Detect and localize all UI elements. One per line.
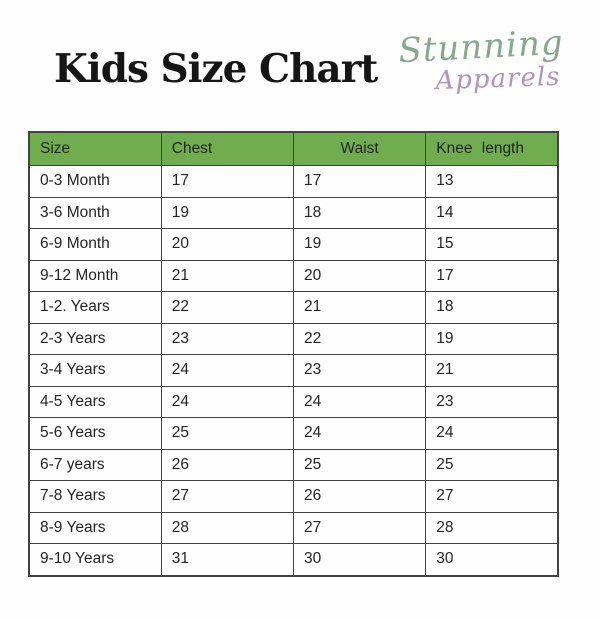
page-title: Kids Size Chart bbox=[54, 46, 378, 92]
measurement-cell: 21 bbox=[426, 355, 558, 387]
measurement-cell: 27 bbox=[426, 481, 558, 513]
measurement-cell: 24 bbox=[294, 386, 426, 418]
measurement-cell: 25 bbox=[294, 449, 426, 481]
table-header bbox=[29, 132, 558, 166]
measurement-cell: 19 bbox=[294, 229, 426, 261]
measurement-cell: 15 bbox=[426, 229, 558, 261]
column-header-chest: Chest bbox=[161, 132, 293, 166]
measurement-cell: 13 bbox=[426, 166, 558, 198]
measurement-cell: 14 bbox=[426, 197, 558, 229]
header-row bbox=[29, 132, 558, 166]
brand-logo-subname: Apparels bbox=[434, 61, 562, 97]
measurement-cell: 21 bbox=[294, 292, 426, 324]
column-header-knee-length: Knee length bbox=[426, 132, 558, 166]
size-chart-table bbox=[28, 131, 559, 577]
measurement-cell: 22 bbox=[294, 323, 426, 355]
measurement-cell: 24 bbox=[294, 418, 426, 450]
measurement-cell: 20 bbox=[161, 229, 293, 261]
measurement-cell: 22 bbox=[161, 292, 293, 324]
size-label-cell: 0-3 Month bbox=[29, 166, 161, 198]
table-row bbox=[29, 355, 558, 387]
size-label-cell: 7-8 Years bbox=[29, 481, 161, 513]
table-row bbox=[29, 229, 558, 261]
measurement-cell: 28 bbox=[161, 512, 293, 544]
table-row bbox=[29, 260, 558, 292]
measurement-cell: 31 bbox=[161, 544, 293, 576]
measurement-cell: 19 bbox=[426, 323, 558, 355]
measurement-cell: 24 bbox=[161, 355, 293, 387]
table-row bbox=[29, 544, 558, 576]
size-label-cell: 5-6 Years bbox=[29, 418, 161, 450]
table-row bbox=[29, 323, 558, 355]
measurement-cell: 23 bbox=[294, 355, 426, 387]
measurement-cell: 25 bbox=[426, 449, 558, 481]
measurement-cell: 17 bbox=[161, 166, 293, 198]
measurement-cell: 23 bbox=[161, 323, 293, 355]
measurement-cell: 27 bbox=[161, 481, 293, 513]
measurement-cell: 18 bbox=[294, 197, 426, 229]
table-row bbox=[29, 292, 558, 324]
measurement-cell: 19 bbox=[161, 197, 293, 229]
size-label-cell: 3-4 Years bbox=[29, 355, 161, 387]
table-body bbox=[29, 166, 558, 576]
table-row bbox=[29, 166, 558, 198]
measurement-cell: 20 bbox=[294, 260, 426, 292]
table-row bbox=[29, 481, 558, 513]
table-row bbox=[29, 418, 558, 450]
size-label-cell: 2-3 Years bbox=[29, 323, 161, 355]
measurement-cell: 26 bbox=[294, 481, 426, 513]
measurement-cell: 17 bbox=[294, 166, 426, 198]
measurement-cell: 24 bbox=[426, 418, 558, 450]
size-label-cell: 6-7 years bbox=[29, 449, 161, 481]
size-label-cell: 6-9 Month bbox=[29, 229, 161, 261]
size-label-cell: 9-10 Years bbox=[29, 544, 161, 576]
measurement-cell: 23 bbox=[426, 386, 558, 418]
measurement-cell: 18 bbox=[426, 292, 558, 324]
table-row bbox=[29, 386, 558, 418]
table-row bbox=[29, 449, 558, 481]
size-label-cell: 3-6 Month bbox=[29, 197, 161, 229]
brand-logo-name: Stunning bbox=[397, 22, 565, 72]
measurement-cell: 27 bbox=[294, 512, 426, 544]
column-header-size: Size bbox=[29, 132, 161, 166]
size-label-cell: 1-2. Years bbox=[29, 292, 161, 324]
size-label-cell: 9-12 Month bbox=[29, 260, 161, 292]
table-row bbox=[29, 512, 558, 544]
measurement-cell: 28 bbox=[426, 512, 558, 544]
measurement-cell: 26 bbox=[161, 449, 293, 481]
table-row bbox=[29, 197, 558, 229]
brand-logo bbox=[396, 22, 566, 97]
column-header-waist: Waist bbox=[294, 132, 426, 166]
measurement-cell: 30 bbox=[294, 544, 426, 576]
size-label-cell: 4-5 Years bbox=[29, 386, 161, 418]
measurement-cell: 30 bbox=[426, 544, 558, 576]
measurement-cell: 21 bbox=[161, 260, 293, 292]
measurement-cell: 17 bbox=[426, 260, 558, 292]
measurement-cell: 24 bbox=[161, 386, 293, 418]
size-label-cell: 8-9 Years bbox=[29, 512, 161, 544]
measurement-cell: 25 bbox=[161, 418, 293, 450]
